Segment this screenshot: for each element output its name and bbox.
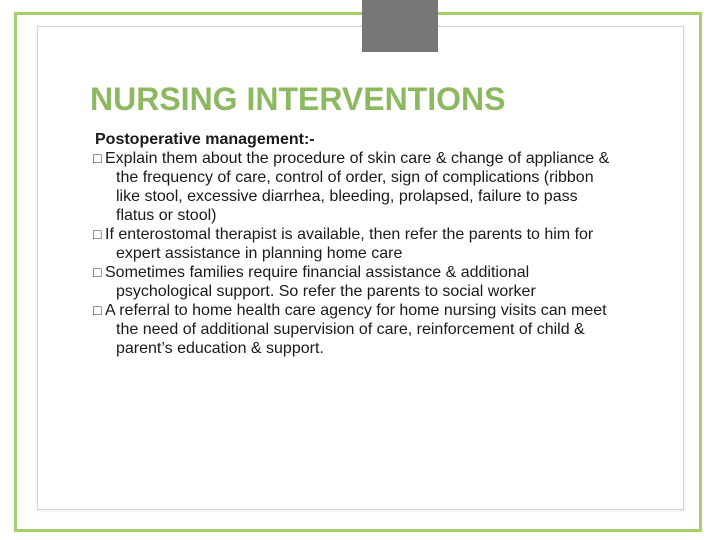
list-item (95, 225, 615, 263)
bullet-text: If enterostomal therapist is available, then refer the parents to him for expert assistance in planning home care (105, 226, 594, 262)
list-item (95, 301, 615, 358)
bullet-box-icon: □ (93, 302, 102, 318)
slide-body (95, 130, 615, 358)
bullet-box-icon: □ (93, 264, 102, 280)
top-accent-bar (362, 0, 438, 52)
bullet-text: A referral to home health care agency for home nursing visits can meet the need of additional supervision of care, reinforcement of child & parent’s education & support. (105, 302, 607, 357)
bullet-text: Explain them about the procedure of skin care & change of appliance & the frequency of care, control of order, sign of complications (ribbon like stool, excessive diarrhea, bleeding, prolapsed, failure to pass flatus or stool) (105, 150, 610, 224)
bullet-box-icon: □ (93, 226, 102, 242)
section-subheading: Postoperative management:- (95, 131, 315, 148)
slide-title: NURSING INTERVENTIONS (90, 81, 506, 117)
bullet-list (95, 149, 615, 358)
list-item (95, 149, 615, 225)
bullet-text: Sometimes families require financial assistance & additional psychological support. So refer the parents to social worker (105, 264, 536, 300)
list-item (95, 263, 615, 301)
bullet-box-icon: □ (93, 150, 102, 166)
